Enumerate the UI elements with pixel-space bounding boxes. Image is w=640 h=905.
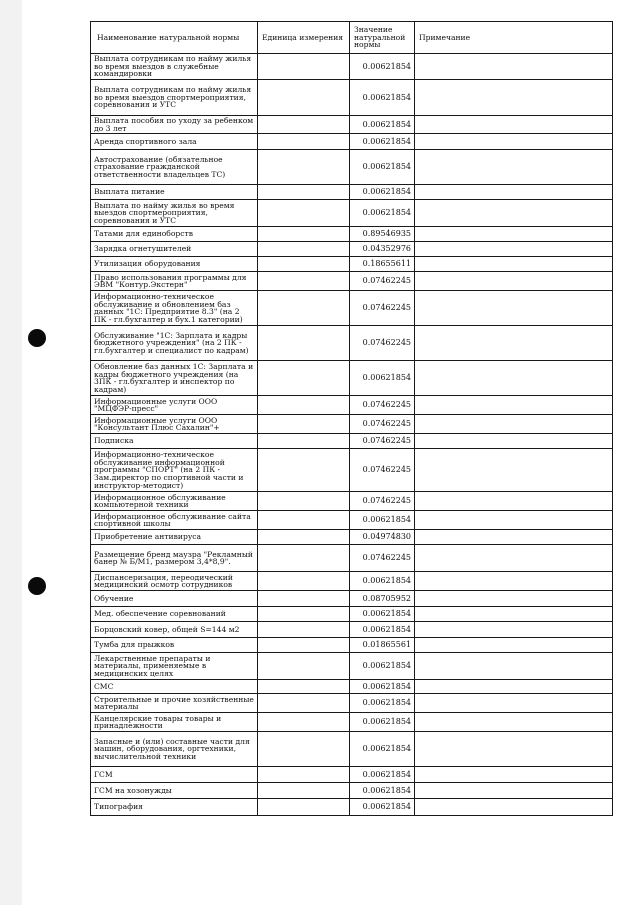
punch-hole-top [28,329,46,347]
table-row [91,361,613,396]
row-value-cell: 0.08705952 [350,591,415,607]
table-row [91,799,613,816]
row-name-cell: Канцелярские товары товары и принадлежности [91,713,258,732]
row-name-cell: ГСМ [91,767,258,783]
row-unit-cell [258,415,350,434]
row-name-cell: Информационное обслуживание сайта спортивной школы [91,511,258,530]
table-row [91,653,613,680]
row-unit-cell [258,622,350,638]
row-name-cell: Обновление баз данных 1С: Зарплата и кадры бюджетного учреждения (на 3ПК - гл.бухгалтер и инспектор по кадрам) [91,361,258,396]
row-name-cell: Информационное обслуживание компьютерной техники [91,492,258,511]
row-value-cell: 0.00621854 [350,732,415,767]
row-unit-cell [258,680,350,694]
row-note-cell [415,449,613,492]
row-unit-cell [258,80,350,116]
row-value-cell: 0.00621854 [350,200,415,227]
row-value-cell: 0.04974830 [350,530,415,545]
header-value: Значение натуральной нормы [350,22,415,54]
row-note-cell [415,150,613,185]
row-value-cell: 0.07462245 [350,272,415,291]
row-unit-cell [258,200,350,227]
row-note-cell [415,783,613,799]
row-value-cell: 0.00621854 [350,361,415,396]
row-value-cell: 0.89546935 [350,227,415,242]
table-row [91,680,613,694]
row-note-cell [415,257,613,272]
table-row [91,116,613,134]
row-unit-cell [258,134,350,150]
table-row [91,713,613,732]
row-note-cell [415,638,613,653]
row-note-cell [415,511,613,530]
row-note-cell [415,434,613,449]
table-row [91,396,613,415]
row-name-cell: Выплата питание [91,185,258,200]
row-unit-cell [258,511,350,530]
row-unit-cell [258,783,350,799]
row-unit-cell [258,272,350,291]
table-row [91,694,613,713]
row-note-cell [415,227,613,242]
row-note-cell [415,622,613,638]
row-note-cell [415,767,613,783]
row-unit-cell [258,361,350,396]
row-value-cell: 0.07462245 [350,492,415,511]
row-value-cell: 0.07462245 [350,396,415,415]
row-note-cell [415,713,613,732]
table-row [91,449,613,492]
row-value-cell: 0.07462245 [350,326,415,361]
table-row [91,545,613,572]
row-name-cell: Информационно-техническое обслуживание и обновлением баз данных "1С: Предприятие 8.3" (на 2 ПК - гл.бухгалтер и бух.1 категории) [91,291,258,326]
row-value-cell: 0.18655611 [350,257,415,272]
table-row [91,434,613,449]
row-name-cell: Аренда спортивного зала [91,134,258,150]
row-unit-cell [258,572,350,591]
table-row [91,511,613,530]
row-name-cell: Утилизация оборудования [91,257,258,272]
row-note-cell [415,591,613,607]
table-row [91,242,613,257]
row-unit-cell [258,653,350,680]
table-body [91,54,613,816]
row-unit-cell [258,434,350,449]
header-unit: Единица измерения [258,22,350,54]
row-value-cell: 0.00621854 [350,680,415,694]
row-name-cell: Строительные и прочие хозяйственные материалы [91,694,258,713]
row-value-cell: 0.00621854 [350,185,415,200]
row-unit-cell [258,257,350,272]
table-row [91,767,613,783]
row-unit-cell [258,694,350,713]
table-row [91,227,613,242]
header-name: Наименование натуральной нормы [91,22,258,54]
row-name-cell: Обучение [91,591,258,607]
row-name-cell: Мед. обеспечение соревнований [91,607,258,622]
row-note-cell [415,134,613,150]
row-unit-cell [258,116,350,134]
row-note-cell [415,572,613,591]
row-note-cell [415,200,613,227]
row-note-cell [415,80,613,116]
row-value-cell: 0.00621854 [350,572,415,591]
row-name-cell: Информационные услуги ООО "МЦФЭР-пресс" [91,396,258,415]
row-note-cell [415,116,613,134]
table-row [91,622,613,638]
row-name-cell: Зарядка огнетушителей [91,242,258,257]
table-row [91,591,613,607]
table-row [91,638,613,653]
row-note-cell [415,326,613,361]
row-note-cell [415,361,613,396]
row-unit-cell [258,492,350,511]
row-name-cell: Размещение бренд маузра "Рекламный банер № Б/М1, размером 3,4*8,9". [91,545,258,572]
table-row [91,783,613,799]
row-unit-cell [258,396,350,415]
row-note-cell [415,545,613,572]
row-unit-cell [258,713,350,732]
row-name-cell: Борцовский ковер, общей S=144 м2 [91,622,258,638]
row-unit-cell [258,638,350,653]
row-value-cell: 0.01865561 [350,638,415,653]
header-note: Примечание [415,22,613,54]
row-name-cell: Татами для единоборств [91,227,258,242]
row-name-cell: Запасные и (или) составные части для машин, оборудования, оргтехники, вычислительной техники [91,732,258,767]
row-note-cell [415,492,613,511]
row-note-cell [415,653,613,680]
table-row [91,607,613,622]
table-row [91,150,613,185]
row-unit-cell [258,545,350,572]
row-unit-cell [258,799,350,816]
table-row [91,134,613,150]
row-value-cell: 0.00621854 [350,622,415,638]
row-unit-cell [258,227,350,242]
punch-hole-bottom [28,577,46,595]
row-unit-cell [258,607,350,622]
row-name-cell: Выплата сотрудникам по найму жилья во время выездов спортмероприятия, соревнования и УТС [91,80,258,116]
row-value-cell: 0.00621854 [350,134,415,150]
row-name-cell: Подписка [91,434,258,449]
table-row [91,492,613,511]
row-name-cell: Выплата сотрудникам по найму жилья во время выездов в служебные командировки [91,54,258,80]
table-row [91,530,613,545]
table-row [91,326,613,361]
row-unit-cell [258,591,350,607]
row-name-cell: Выплата по найму жилья во время выездов спортмероприятия, соревнования и УТС [91,200,258,227]
row-value-cell: 0.04352976 [350,242,415,257]
row-value-cell: 0.00621854 [350,694,415,713]
table-row [91,185,613,200]
row-name-cell: Обслуживание "1С: Зарплата и кадры бюджетного учреждения" (на 2 ПК - гл.бухгалтер и специалист по кадрам) [91,326,258,361]
row-note-cell [415,607,613,622]
row-note-cell [415,54,613,80]
row-name-cell: Информационные услуги ООО "Консультант Плюс Сахалин"+ [91,415,258,434]
row-name-cell: Лекарственные препараты и материалы, применяемые в медицинских целях [91,653,258,680]
row-value-cell: 0.00621854 [350,511,415,530]
row-value-cell: 0.00621854 [350,116,415,134]
row-note-cell [415,396,613,415]
row-name-cell: Приобретение антивируса [91,530,258,545]
row-value-cell: 0.00621854 [350,713,415,732]
row-unit-cell [258,150,350,185]
row-unit-cell [258,291,350,326]
row-value-cell: 0.00621854 [350,607,415,622]
row-unit-cell [258,242,350,257]
row-unit-cell [258,326,350,361]
table-row [91,80,613,116]
row-unit-cell [258,449,350,492]
row-value-cell: 0.00621854 [350,799,415,816]
row-name-cell: Право использования программы для ЭВМ "Контур.Экстерн" [91,272,258,291]
row-value-cell: 0.07462245 [350,434,415,449]
row-value-cell: 0.00621854 [350,783,415,799]
row-note-cell [415,530,613,545]
row-name-cell: Диспансеризация, переодический медицинский осмотр сотрудников [91,572,258,591]
table-row [91,572,613,591]
row-name-cell: Тумба для прыжков [91,638,258,653]
row-unit-cell [258,732,350,767]
table-row [91,54,613,80]
row-note-cell [415,272,613,291]
row-name-cell: СМС [91,680,258,694]
row-note-cell [415,415,613,434]
row-unit-cell [258,530,350,545]
table-row [91,257,613,272]
row-value-cell: 0.00621854 [350,80,415,116]
row-value-cell: 0.07462245 [350,415,415,434]
table-row [91,291,613,326]
table-row [91,415,613,434]
table-header-row [91,22,613,54]
table-row [91,732,613,767]
row-unit-cell [258,185,350,200]
table-row [91,272,613,291]
row-name-cell: Выплата пособия по уходу за ребенком до 3 лет [91,116,258,134]
row-note-cell [415,291,613,326]
table-row [91,200,613,227]
row-note-cell [415,680,613,694]
row-name-cell: Информационно-техническое обслуживание информационной программы "СПОРТ" (на 2 ПК - Зам.директор по спортивной части и инструктор-методист) [91,449,258,492]
row-value-cell: 0.00621854 [350,653,415,680]
row-name-cell: Типография [91,799,258,816]
row-value-cell: 0.00621854 [350,767,415,783]
row-unit-cell [258,767,350,783]
row-note-cell [415,694,613,713]
row-value-cell: 0.00621854 [350,150,415,185]
row-unit-cell [258,54,350,80]
row-name-cell: Автострахование (обязательное страхование гражданской ответственности владельцев ТС) [91,150,258,185]
row-value-cell: 0.07462245 [350,545,415,572]
row-value-cell: 0.07462245 [350,291,415,326]
row-note-cell [415,185,613,200]
row-note-cell [415,732,613,767]
row-note-cell [415,799,613,816]
row-name-cell: ГСМ на хозонужды [91,783,258,799]
norms-table [90,21,613,816]
row-value-cell: 0.00621854 [350,54,415,80]
row-note-cell [415,242,613,257]
scan-margin [0,0,22,905]
row-value-cell: 0.07462245 [350,449,415,492]
